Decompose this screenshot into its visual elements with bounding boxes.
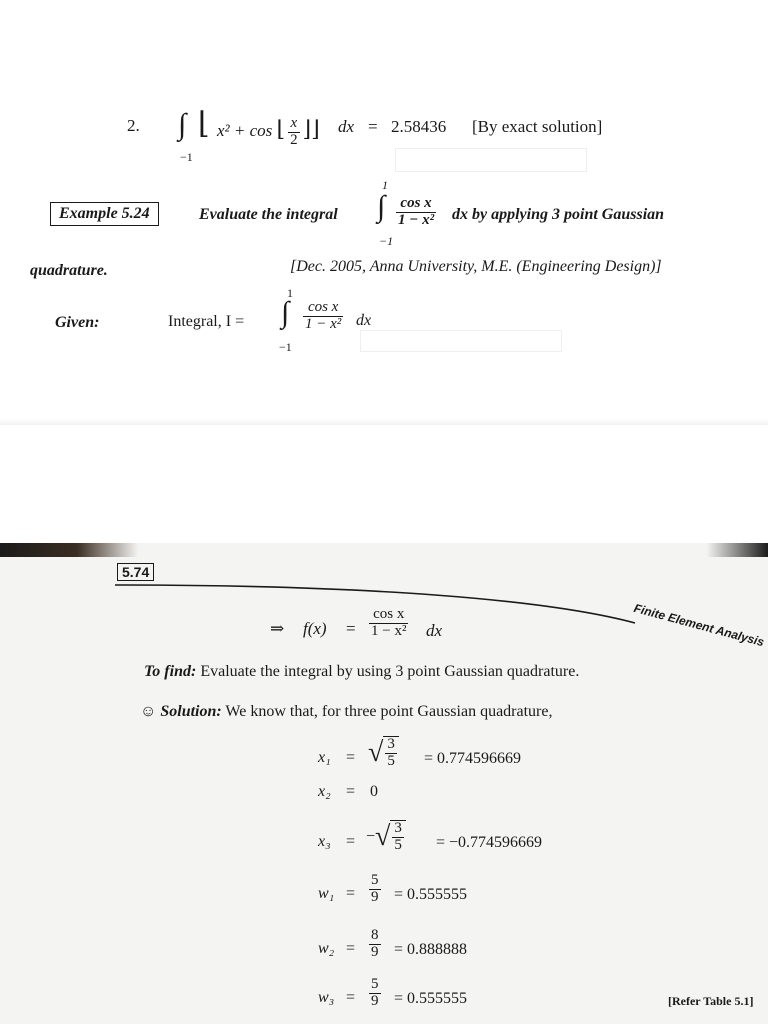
x3-result: = −0.774596669	[436, 834, 543, 851]
w2-result: = 0.888888	[394, 941, 468, 958]
floor-bracket-left: ⌊	[198, 107, 210, 140]
w3-result: = 0.555555	[394, 990, 468, 1007]
var-w2: w₂	[318, 940, 335, 957]
dx: dx	[338, 117, 355, 136]
w3-equals: =	[346, 989, 356, 1006]
given-text: Integral, I =	[168, 313, 245, 330]
example-fraction: $\frac{\text{cos x}}{\text{1 − x²}}$	[398, 195, 435, 228]
var-w1: w₁	[318, 885, 335, 902]
book-title: Finite Element Analysis	[632, 601, 766, 650]
integrand: x² + cos ⌊ $\frac{x}{2}$ ⌋⌋	[217, 115, 320, 148]
example-upper-limit: 1	[382, 178, 388, 192]
refer-table-note: [Refer Table 5.1]	[668, 994, 754, 1008]
x2-equals: =	[346, 783, 356, 800]
x3-sqrt: −√ $\frac{3}{5}$	[366, 820, 406, 854]
exam-reference: [Dec. 2005, Anna University, M.E. (Engineering Design)]	[290, 258, 662, 275]
to-find-line: To find: Evaluate the integral by using 3 point Gaussian quadrature.	[144, 663, 580, 680]
fx-equals: =	[346, 619, 356, 638]
given-label: Given:	[55, 314, 100, 331]
example-label: Example 5.24	[50, 202, 159, 226]
given-upper-limit: 1	[287, 286, 293, 300]
example-text-before: Evaluate the integral	[199, 206, 338, 223]
example-text-continued: quadrature.	[30, 262, 108, 279]
given-integral-sign: ∫	[281, 296, 290, 329]
exact-value: 2.58436	[391, 117, 447, 136]
photo-bottom-edge	[0, 418, 768, 425]
w3-fraction: $\frac{5}{9}$	[371, 976, 379, 1009]
var-x1: x₁	[318, 749, 331, 766]
var-x2: x₂	[318, 783, 331, 800]
solution-line: ☺ Solution: We know that, for three point Gaussian quadrature,	[140, 703, 553, 720]
page-number: 5.74	[117, 563, 154, 581]
implies-arrow: ⇒	[270, 619, 285, 638]
example-integral-sign: ∫	[377, 190, 386, 223]
integral-sign: ∫	[178, 108, 187, 141]
example-text-after: dx by applying 3 point Gaussian	[452, 206, 665, 223]
page-shadow-edge	[0, 543, 768, 557]
given-lower-limit: −1	[279, 340, 292, 354]
var-w3: w₃	[318, 989, 335, 1006]
smiley-icon: ☺	[140, 703, 157, 720]
example-lower-limit: −1	[379, 234, 394, 248]
equation-number: 2.	[127, 116, 140, 135]
x2-result: 0	[370, 783, 378, 800]
w2-equals: =	[346, 940, 356, 957]
w1-result: = 0.555555	[394, 886, 468, 903]
given-dx: dx	[356, 312, 372, 329]
fx-dx: dx	[426, 621, 443, 640]
x1-equals: =	[346, 749, 356, 766]
lower-limit: −1	[180, 150, 193, 164]
fx-fraction: $\frac{\text{cos x}}{\text{1 − x²}}$	[371, 606, 407, 639]
x1-sqrt: √ $\frac{3}{5}$	[368, 736, 399, 770]
w1-equals: =	[346, 885, 356, 902]
bleed-through-box	[395, 148, 587, 172]
w1-fraction: $\frac{5}{9}$	[371, 872, 379, 905]
equals-sign: =	[368, 117, 378, 136]
given-fraction: $\frac{\text{cos x}}{\text{1 − x²}}$	[305, 299, 342, 332]
fx-lhs: f(x)	[303, 619, 327, 638]
var-x3: x₃	[318, 833, 331, 850]
exact-solution-note: [By exact solution]	[472, 117, 603, 136]
w2-fraction: $\frac{8}{9}$	[371, 927, 379, 960]
x1-result: = 0.774596669	[424, 750, 522, 767]
bleed-through-box	[360, 330, 562, 352]
x3-equals: =	[346, 833, 356, 850]
top-page-photo	[0, 0, 768, 425]
bottom-page-photo	[0, 543, 768, 1024]
